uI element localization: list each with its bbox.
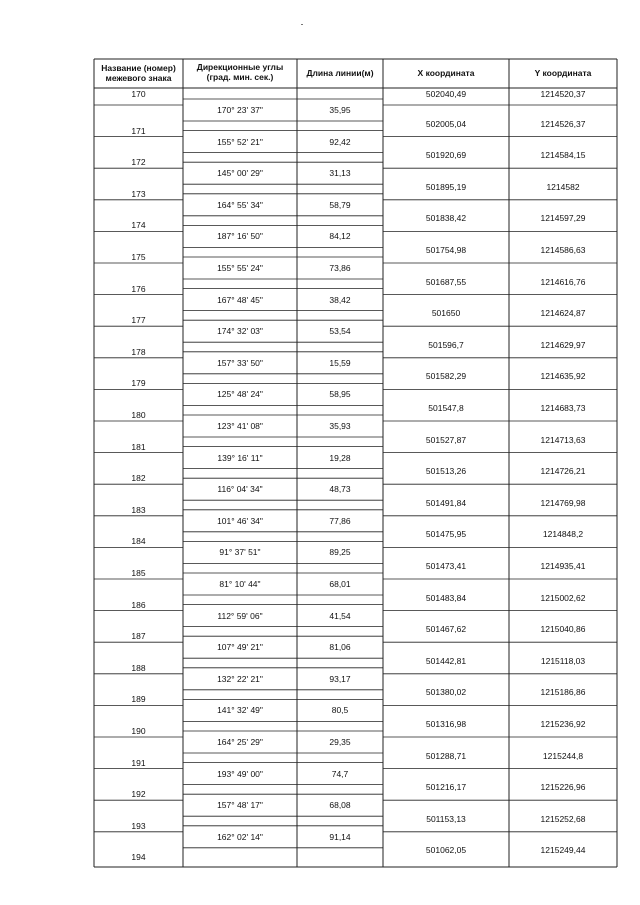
point-y: 1215226,96	[540, 782, 586, 793]
segment-angle: 174° 32' 03"	[217, 326, 263, 337]
point-x: 501596,7	[428, 339, 464, 350]
segment-length: 53,54	[329, 326, 351, 337]
point-y: 1214584,15	[540, 150, 586, 161]
segment-angle: 107° 49' 21"	[217, 642, 263, 653]
segment-angle: 170° 23' 37"	[217, 105, 263, 115]
point-y: 1214526,37	[540, 118, 586, 129]
point-y: 1214616,76	[540, 276, 586, 287]
point-x: 501062,05	[425, 845, 467, 856]
segment-length: 31,13	[329, 168, 351, 179]
point-name: 173	[131, 188, 146, 199]
segment-angle: 187° 16' 50"	[217, 231, 263, 242]
segment-length: 80,5	[331, 705, 349, 716]
point-y: 1215186,86	[540, 687, 586, 698]
segment-length: 68,08	[329, 800, 351, 811]
point-name: 170	[131, 89, 146, 99]
point-y: 1214629,97	[540, 339, 586, 350]
segment-angle: 139° 16' 11"	[217, 452, 263, 463]
point-x: 501754,98	[425, 245, 467, 255]
point-x: 501582,29	[425, 371, 467, 382]
point-x: 502040,49	[425, 89, 467, 99]
point-y: 1214586,63	[540, 245, 586, 255]
point-y: 1215236,92	[540, 719, 586, 729]
point-name: 183	[131, 504, 146, 515]
point-y: 1214713,63	[540, 434, 586, 445]
point-y: 1214624,87	[540, 308, 586, 319]
segment-length: 15,59	[329, 357, 351, 368]
point-x: 501527,87	[425, 434, 467, 445]
point-x: 501288,71	[425, 750, 467, 761]
header-name-line: межевого знака	[105, 73, 172, 83]
segment-angle: 164° 55' 34"	[217, 199, 263, 210]
segment-length: 77,86	[329, 515, 351, 526]
point-x: 501467,62	[425, 624, 467, 635]
header-y: Y координата	[534, 68, 592, 78]
point-name: 185	[131, 568, 146, 578]
segment-angle: 125° 48' 24"	[217, 389, 263, 400]
segment-length: 73,86	[329, 263, 351, 273]
segment-length: 92,42	[329, 136, 351, 147]
point-x: 501547,8	[428, 403, 464, 413]
segment-angle: 112° 59' 06"	[217, 610, 263, 621]
segment-angle: 101° 46' 34"	[217, 515, 263, 526]
segment-length: 41,54	[329, 610, 351, 621]
point-name: 172	[131, 157, 146, 168]
point-y: 1214635,92	[540, 371, 586, 382]
point-name: 189	[131, 694, 146, 705]
point-y: 1215244,8	[542, 750, 584, 761]
point-x: 501475,95	[425, 529, 467, 540]
segment-angle: 116° 04' 34"	[217, 484, 263, 495]
segment-length: 19,28	[329, 452, 351, 463]
point-name: 186	[131, 599, 146, 610]
segment-angle: 123° 41' 08"	[217, 421, 263, 431]
segment-length: 48,73	[329, 484, 351, 495]
segment-angle: 132° 22' 21"	[217, 673, 263, 684]
point-x: 501895,19	[425, 181, 467, 192]
point-name: 193	[131, 820, 146, 831]
header-angle-line: (град. мин. сек.)	[206, 72, 274, 82]
header-x: X координата	[417, 68, 475, 78]
segment-angle: 167° 48' 45"	[217, 294, 263, 305]
point-name: 190	[131, 726, 146, 736]
segment-length: 35,95	[329, 105, 351, 115]
point-y: 1214726,21	[540, 466, 586, 477]
point-x: 501473,41	[425, 561, 467, 571]
point-name: 191	[131, 757, 146, 768]
segment-length: 29,35	[329, 737, 351, 747]
point-x: 501316,98	[425, 719, 467, 729]
segment-angle: 155° 55' 24"	[217, 263, 263, 273]
point-x: 501491,84	[425, 497, 467, 508]
point-x: 501216,17	[425, 782, 467, 793]
point-y: 1214597,29	[540, 213, 586, 224]
point-name: 175	[131, 252, 146, 262]
header-name-line: Название (номер)	[101, 63, 176, 73]
point-y: 1215118,03	[540, 655, 586, 666]
header-angle-line: Дирекционные углы	[196, 62, 284, 72]
point-y: 1215002,62	[540, 592, 586, 603]
segment-length: 84,12	[329, 231, 351, 242]
point-name: 180	[131, 410, 146, 420]
point-x: 501153,13	[426, 813, 466, 824]
segment-length: 74,7	[331, 768, 349, 779]
segment-angle: 145° 00' 29"	[217, 168, 263, 179]
segment-angle: 157° 48' 17"	[217, 800, 263, 811]
header-length: Длина линии(м)	[306, 68, 374, 78]
point-name: 184	[131, 536, 146, 547]
point-name: 177	[131, 315, 146, 326]
segment-angle: 164° 25' 29"	[217, 737, 263, 747]
point-name: 188	[131, 662, 146, 673]
segment-length: 81,06	[329, 642, 351, 653]
segment-length: 58,79	[329, 199, 351, 210]
point-x: 501442,81	[425, 655, 467, 666]
point-x: 501513,26	[425, 466, 467, 477]
segment-angle: 91° 37' 51"	[219, 547, 261, 558]
point-x: 501838,42	[425, 213, 467, 224]
segment-angle: 155° 52' 21"	[217, 136, 263, 147]
point-name: 174	[131, 220, 146, 231]
segment-angle: 162° 02' 14"	[217, 831, 263, 842]
segment-length: 91,14	[329, 831, 351, 842]
segment-length: 93,17	[329, 673, 351, 684]
point-x: 501650	[431, 308, 461, 319]
point-y: 1215040,86	[540, 624, 586, 635]
point-y: 1214935,41	[540, 561, 586, 571]
point-x: 501687,55	[425, 276, 467, 287]
point-name: 187	[131, 631, 146, 642]
point-y: 1214769,98	[540, 497, 586, 508]
segment-length: 68,01	[329, 579, 351, 589]
point-y: 1215249,44	[540, 845, 586, 856]
segment-length: 38,42	[329, 294, 351, 305]
point-name: 171	[131, 125, 146, 136]
segment-angle: 141° 32' 49"	[217, 705, 263, 716]
point-y: 1214848,2	[542, 529, 584, 540]
point-x: 501483,84	[425, 592, 467, 603]
point-x: 502005,04	[425, 118, 467, 129]
segment-length: 35,93	[329, 421, 351, 431]
point-name: 181	[131, 441, 146, 452]
point-name: 194	[131, 852, 146, 863]
point-y: 1215252,68	[540, 813, 586, 824]
point-y: 1214520,37	[540, 89, 586, 99]
header-name	[101, 63, 176, 83]
segment-length: 89,25	[329, 547, 351, 558]
point-x: 501380,02	[425, 687, 467, 698]
point-y: 1214683,73	[540, 403, 586, 413]
segment-angle: 193° 49' 00"	[217, 768, 263, 779]
point-name: 192	[131, 789, 146, 800]
point-name: 182	[131, 473, 146, 484]
segment-angle: 81° 10' 44"	[219, 579, 261, 589]
segment-length: 58,95	[329, 389, 351, 400]
point-x: 501920,69	[425, 150, 467, 161]
point-name: 178	[131, 346, 146, 357]
segment-angle: 157° 33' 50"	[217, 357, 263, 368]
header-angle	[197, 62, 283, 82]
point-name: 176	[131, 283, 146, 294]
point-y: 1214582	[546, 181, 580, 192]
point-name: 179	[131, 378, 146, 389]
